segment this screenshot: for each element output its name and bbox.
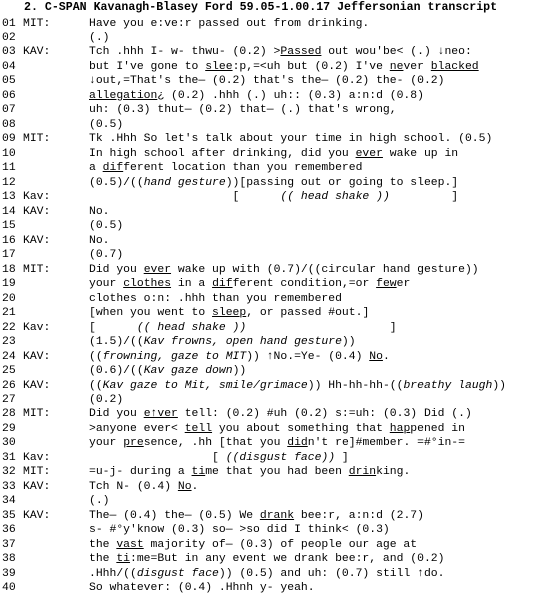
utterance-text xyxy=(89,74,444,88)
text-segment: in a xyxy=(171,278,213,291)
transcript-line xyxy=(2,494,110,508)
text-segment: the xyxy=(89,553,117,566)
text-segment: wake up in xyxy=(382,147,459,160)
utterance-text xyxy=(89,581,315,595)
text-segment: s- #°y'know (0.3) so— >so did I think< (0.3) xyxy=(89,524,390,537)
utterance-text xyxy=(89,552,444,566)
speaker-label: KAV: xyxy=(23,46,51,59)
utterance-text xyxy=(89,60,479,74)
line-number: 25 xyxy=(2,365,16,378)
transcript-line xyxy=(2,118,123,132)
text-segment: No. xyxy=(89,205,110,218)
text-segment: (.) xyxy=(89,31,110,44)
utterance-text xyxy=(89,465,410,479)
transcript-line xyxy=(2,451,349,465)
transcript-line xyxy=(2,407,472,421)
transcript-line xyxy=(2,465,410,479)
utterance-text xyxy=(89,407,472,421)
speaker-label: KAV: xyxy=(23,350,51,363)
transcript-line xyxy=(2,523,390,537)
utterance-text xyxy=(89,321,397,335)
line-number: 29 xyxy=(2,422,16,435)
utterance-text xyxy=(89,393,123,407)
text-segment: king. xyxy=(376,466,411,479)
line-number: 37 xyxy=(2,538,16,551)
text-segment: Tch .hhh I- w- thwu- (0.2) > xyxy=(89,46,281,59)
text-segment: out wou'be< (.) ↓neo: xyxy=(321,46,472,59)
emphasis-underline: pre xyxy=(123,437,144,450)
speaker-label: MIT: xyxy=(23,408,51,421)
text-segment: :p,=<uh but (0.2) I've xyxy=(232,60,390,73)
transcript-line xyxy=(2,219,123,233)
text-segment: tell: (0.2) #uh (0.2) s:=uh: (0.3) Did (.) xyxy=(177,408,472,421)
utterance-text xyxy=(89,89,424,103)
text-segment: Did you xyxy=(89,263,144,276)
transcript-line xyxy=(2,552,444,566)
transcript-line xyxy=(2,538,417,552)
text-segment: (0.7) xyxy=(89,249,124,262)
line-number: 06 xyxy=(2,89,16,102)
emphasis-underline: vast xyxy=(116,538,144,551)
text-segment: The— (0.4) the— (0.5) We xyxy=(89,509,260,522)
text-segment: )) xyxy=(341,336,356,349)
text-segment: )) ↑No.=Ye- (0.4) xyxy=(246,350,370,363)
text-segment: (1.5)/(( xyxy=(89,336,144,349)
transcript-line xyxy=(2,422,465,436)
text-segment: ] xyxy=(389,191,459,204)
line-number: 14 xyxy=(2,205,16,218)
emphasis-underline: drin xyxy=(348,466,377,479)
utterance-text xyxy=(89,118,123,132)
text-segment: a xyxy=(89,162,103,175)
line-number: 02 xyxy=(2,31,16,44)
speaker-label: Kav: xyxy=(23,321,51,334)
line-number: 17 xyxy=(2,249,16,262)
utterance-text xyxy=(89,494,110,508)
utterance-text xyxy=(89,436,465,450)
utterance-text xyxy=(89,480,198,494)
emphasis-underline: slee xyxy=(205,60,233,73)
utterance-text xyxy=(89,161,362,175)
emphasis-underline: few xyxy=(376,278,397,291)
transcript-line xyxy=(2,480,198,494)
line-number: 09 xyxy=(2,133,16,146)
text-segment: pened in xyxy=(410,422,465,435)
text-segment: . xyxy=(382,350,390,363)
text-segment: )) xyxy=(492,379,506,392)
line-number: 36 xyxy=(2,524,16,537)
text-segment: ))[passing out or going to sleep.] xyxy=(225,176,459,189)
text-segment: . xyxy=(191,480,199,493)
nonverbal-annotation: disgust face xyxy=(136,567,219,580)
transcript-line xyxy=(2,393,123,407)
transcript-line xyxy=(2,567,444,581)
line-number: 20 xyxy=(2,292,16,305)
transcript-line xyxy=(2,306,369,320)
utterance-text xyxy=(89,263,479,277)
text-segment: )) Hh-hh-hh-(( xyxy=(307,379,404,392)
utterance-text xyxy=(89,147,458,161)
emphasis-underline: dif xyxy=(212,278,233,291)
text-segment: Tch N- (0.4) xyxy=(89,480,178,493)
emphasis-underline: blacked xyxy=(430,60,479,73)
transcript-line xyxy=(2,74,444,88)
text-segment: (0.5) xyxy=(89,220,124,233)
line-number: 04 xyxy=(2,60,16,73)
emphasis-underline: drank xyxy=(259,509,295,522)
text-segment: (0.6)/(( xyxy=(89,365,144,378)
text-segment: wake up with (0.7)/((circular hand gesture)) xyxy=(171,263,479,276)
speaker-label: MIT: xyxy=(23,263,51,276)
text-segment: (0.2) xyxy=(89,393,124,406)
utterance-text xyxy=(89,364,246,378)
speaker-label: KAV: xyxy=(23,234,51,247)
emphasis-underline: clothes xyxy=(123,278,172,291)
utterance-text xyxy=(89,17,369,31)
line-number: 24 xyxy=(2,350,16,363)
emphasis-underline: hap xyxy=(389,422,411,435)
nonverbal-annotation: hand gesture xyxy=(143,176,226,189)
utterance-text xyxy=(89,205,110,219)
line-number: 33 xyxy=(2,480,16,493)
emphasis-underline: Passed xyxy=(280,46,322,59)
nonverbal-annotation: ((disgust face)) xyxy=(225,451,336,464)
utterance-text xyxy=(89,31,110,45)
text-segment: (0.5) xyxy=(89,118,124,131)
text-segment: [ xyxy=(89,321,137,334)
transcript-line xyxy=(2,581,315,595)
emphasis-underline: No xyxy=(177,480,192,493)
speaker-label: Kav: xyxy=(23,191,51,204)
emphasis-underline: e↑ver xyxy=(143,408,178,421)
emphasis-underline: No xyxy=(369,350,383,363)
transcript-line xyxy=(2,190,458,204)
line-number: 19 xyxy=(2,278,16,291)
transcript-line xyxy=(2,161,362,175)
utterance-text xyxy=(89,335,356,349)
line-number: 11 xyxy=(2,162,16,175)
nonverbal-annotation: frowning, gaze to MIT xyxy=(102,350,247,363)
line-number: 26 xyxy=(2,379,16,392)
text-segment: , or passed #out.] xyxy=(246,307,370,320)
utterance-text xyxy=(89,379,506,393)
text-segment: (( xyxy=(89,379,103,392)
nonverbal-annotation: Kav gaze to Mit, smile/grimace xyxy=(102,379,308,392)
utterance-text xyxy=(89,306,369,320)
line-number: 31 xyxy=(2,451,16,464)
text-segment: ¿ (0.2) .hhh (.) uh:: (0.3) a:n:d (0.8) xyxy=(157,89,424,102)
line-number: 15 xyxy=(2,220,16,233)
speaker-label: Kav: xyxy=(23,451,51,464)
text-segment: No. xyxy=(89,234,110,247)
speaker-label: KAV: xyxy=(23,509,51,522)
line-number: 23 xyxy=(2,336,16,349)
line-number: 35 xyxy=(2,509,16,522)
emphasis-underline: ne xyxy=(389,60,404,73)
line-number: 18 xyxy=(2,263,16,276)
line-number: 21 xyxy=(2,307,16,320)
line-number: 34 xyxy=(2,495,16,508)
utterance-text xyxy=(89,523,390,537)
text-segment: So whatever: (0.4) .Hhnh y- yeah. xyxy=(89,582,315,595)
speaker-label: KAV: xyxy=(23,379,51,392)
transcript-line xyxy=(2,379,506,393)
line-number: 13 xyxy=(2,191,16,204)
text-segment: ferent condition,=or xyxy=(232,278,377,291)
transcript-line xyxy=(2,509,424,523)
utterance-text xyxy=(89,567,444,581)
line-number: 07 xyxy=(2,104,16,117)
text-segment: [ xyxy=(89,191,281,204)
utterance-text xyxy=(89,422,465,436)
line-number: 12 xyxy=(2,176,16,189)
text-segment: [ xyxy=(89,451,226,464)
utterance-text xyxy=(89,45,472,59)
transcript-title: 2. C-SPAN Kavanagh-Blasey Ford 59.05-1.00.17 Jeffersonian transcript xyxy=(24,1,498,14)
text-segment: [when you went to xyxy=(89,307,213,320)
transcript-line xyxy=(2,103,397,117)
transcript-line xyxy=(2,132,492,146)
text-segment: ver xyxy=(403,60,431,73)
speaker-label: KAV: xyxy=(23,205,51,218)
emphasis-underline: allegation xyxy=(89,89,158,102)
transcript-line xyxy=(2,335,356,349)
line-number: 30 xyxy=(2,437,16,450)
text-segment: you about something that xyxy=(212,422,390,435)
text-segment: majority of— (0.3) of people our age at xyxy=(143,538,418,551)
emphasis-underline: ti xyxy=(116,553,131,566)
line-number: 08 xyxy=(2,118,16,131)
line-number: 38 xyxy=(2,553,16,566)
transcript-line xyxy=(2,205,110,219)
speaker-label: KAV: xyxy=(23,480,51,493)
nonverbal-annotation: (( head shake )) xyxy=(136,321,247,334)
line-number: 39 xyxy=(2,567,16,580)
utterance-text xyxy=(89,234,110,248)
utterance-text xyxy=(89,451,349,465)
line-number: 22 xyxy=(2,321,16,334)
text-segment: but I've gone to xyxy=(89,60,206,73)
line-number: 40 xyxy=(2,582,16,595)
line-number: 10 xyxy=(2,147,16,160)
text-segment: n't re]#member. =#°in-= xyxy=(307,437,465,450)
transcript-line xyxy=(2,248,123,262)
text-segment: ↓out,=That's the— (0.2) that's the— (0.2) the- (0.2) xyxy=(89,75,445,88)
line-number: 05 xyxy=(2,75,16,88)
text-segment: (( xyxy=(89,350,103,363)
text-segment: ] xyxy=(335,451,349,464)
line-number: 03 xyxy=(2,46,16,59)
nonverbal-annotation: Kav gaze down xyxy=(143,365,233,378)
utterance-text xyxy=(89,350,390,364)
transcript-line xyxy=(2,350,390,364)
transcript-line xyxy=(2,17,369,31)
emphasis-underline: tell xyxy=(184,422,213,435)
nonverbal-annotation: breathy laugh xyxy=(403,379,493,392)
line-number: 16 xyxy=(2,234,16,247)
text-segment: =u-j- during a xyxy=(89,466,192,479)
utterance-text xyxy=(89,103,397,117)
text-segment: uh: (0.3) thut— (0.2) that— (.) that's wrong, xyxy=(89,104,397,117)
text-segment: )) (0.5) and uh: (0.7) still ↑do. xyxy=(218,567,445,580)
emphasis-underline: ever xyxy=(143,263,172,276)
nonverbal-annotation: (( head shake )) xyxy=(280,191,390,204)
emphasis-underline: did xyxy=(287,437,308,450)
text-segment: Have you e:ve:r passed out from drinking. xyxy=(89,17,370,30)
emphasis-underline: ever xyxy=(355,147,383,160)
speaker-label: MIT: xyxy=(23,466,51,479)
transcript-line xyxy=(2,89,424,103)
transcript-line xyxy=(2,45,472,59)
utterance-text xyxy=(89,509,424,523)
text-segment: :me=But in any event we drank bee:r, and (0.2) xyxy=(130,553,445,566)
utterance-text xyxy=(89,248,123,262)
text-segment: your xyxy=(89,278,124,291)
text-segment: bee:r, a:n:d (2.7) xyxy=(294,509,424,522)
utterance-text xyxy=(89,176,458,190)
text-segment: the xyxy=(89,538,117,551)
text-segment: In high school after drinking, did you xyxy=(89,147,356,160)
transcript-line xyxy=(2,60,479,74)
transcript-line xyxy=(2,263,479,277)
text-segment: ferent location than you remembered xyxy=(123,162,363,175)
utterance-text xyxy=(89,277,410,291)
text-segment: >anyone ever< xyxy=(89,422,185,435)
speaker-label: MIT: xyxy=(23,17,51,30)
text-segment: clothes o:n: .hhh than you remembered xyxy=(89,292,342,305)
nonverbal-annotation: Kav frowns, open hand gesture xyxy=(143,336,342,349)
transcript-line xyxy=(2,321,397,335)
line-number: 01 xyxy=(2,17,16,30)
speaker-label: MIT: xyxy=(23,133,51,146)
transcript-line xyxy=(2,436,465,450)
text-segment: .Hhh/(( xyxy=(89,567,137,580)
text-segment: (0.5)/(( xyxy=(89,176,144,189)
transcript-line xyxy=(2,31,110,45)
text-segment: ] xyxy=(246,321,397,334)
text-segment: your xyxy=(89,437,124,450)
utterance-text xyxy=(89,219,123,233)
transcript-line xyxy=(2,234,110,248)
transcript-line xyxy=(2,364,246,378)
text-segment: er xyxy=(396,278,411,291)
transcript-line xyxy=(2,292,342,306)
text-segment: Tk .Hhh So let's talk about your time in high school. (0.5) xyxy=(89,133,493,146)
line-number: 27 xyxy=(2,393,16,406)
transcript-line xyxy=(2,147,458,161)
line-number: 28 xyxy=(2,408,16,421)
utterance-text xyxy=(89,292,342,306)
text-segment: (.) xyxy=(89,495,110,508)
text-segment: )) xyxy=(232,365,247,378)
emphasis-underline: sleep xyxy=(212,307,247,320)
text-segment: sence, .hh [that you xyxy=(143,437,288,450)
transcript-line xyxy=(2,277,410,291)
emphasis-underline: ti xyxy=(191,466,206,479)
text-segment: Did you xyxy=(89,408,144,421)
utterance-text xyxy=(89,132,492,146)
transcript-line xyxy=(2,176,458,190)
line-number: 32 xyxy=(2,466,16,479)
utterance-text xyxy=(89,190,458,204)
emphasis-underline: dif xyxy=(102,162,124,175)
utterance-text xyxy=(89,538,417,552)
text-segment: me that you had been xyxy=(205,466,349,479)
